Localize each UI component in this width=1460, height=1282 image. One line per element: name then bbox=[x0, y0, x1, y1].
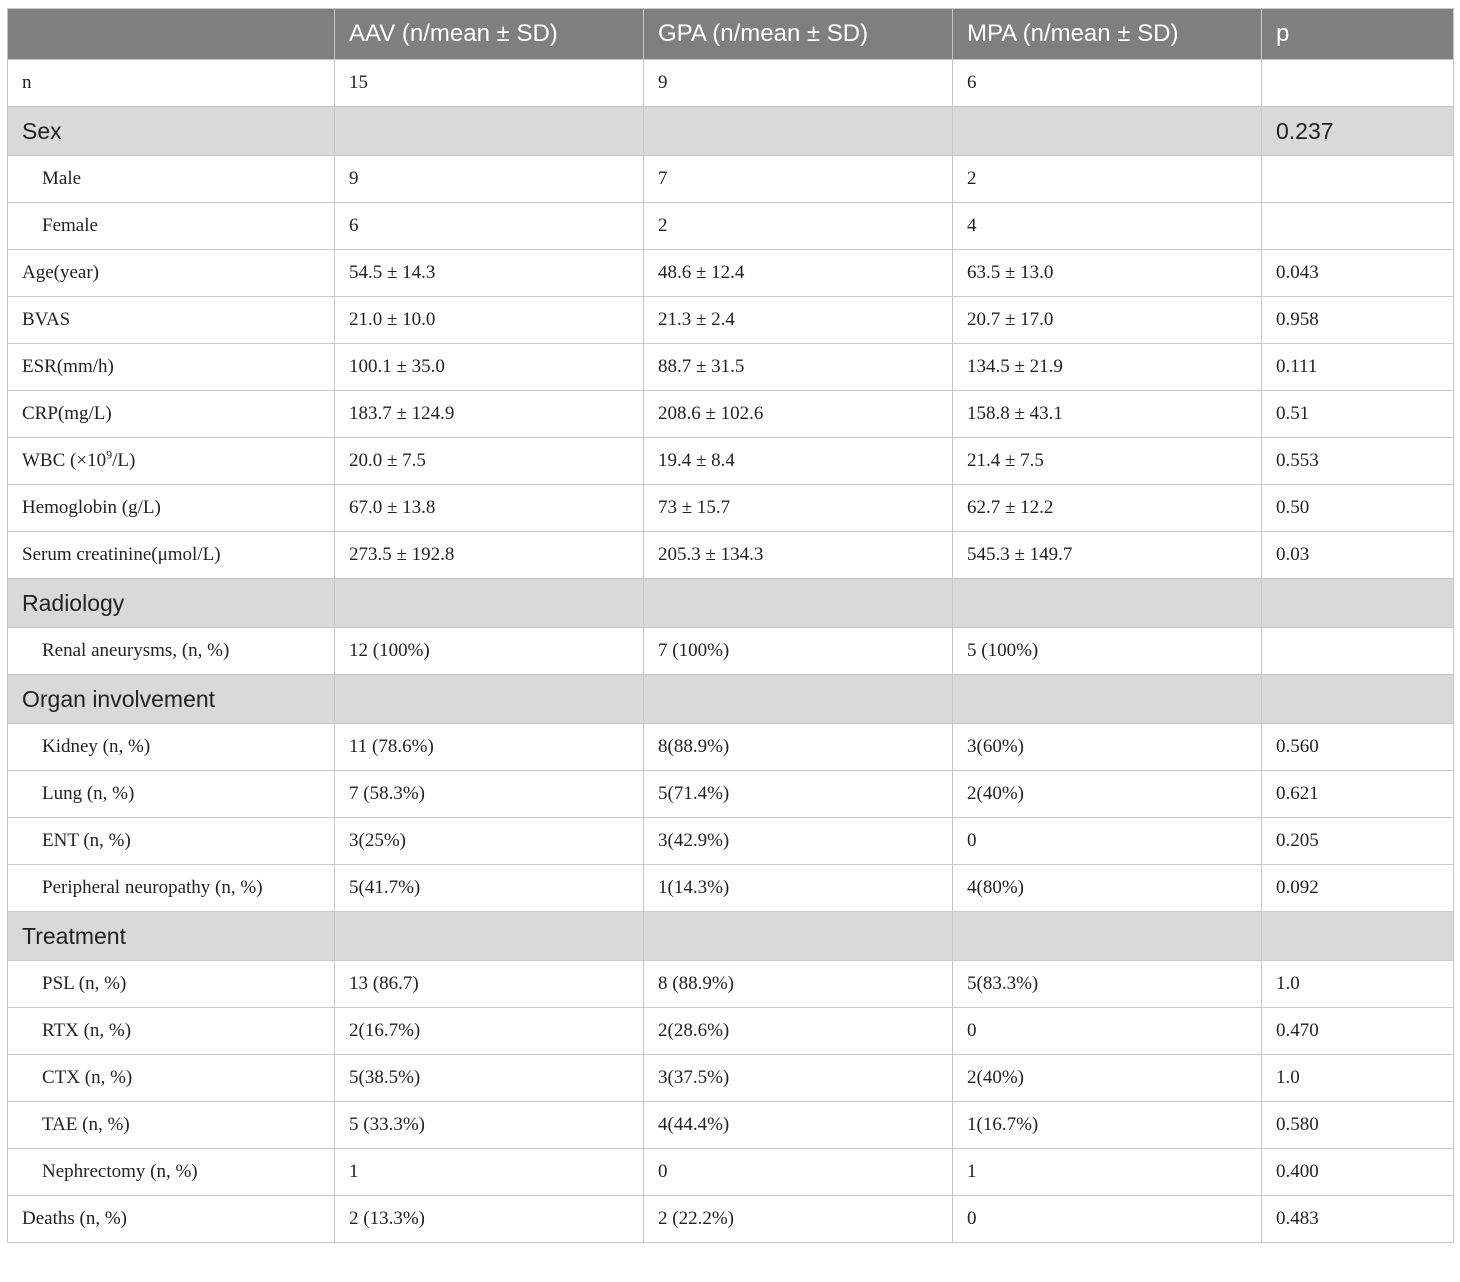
table-body bbox=[8, 60, 1454, 1243]
header-cell: p bbox=[1262, 9, 1454, 60]
table-cell: 5 (33.3%) bbox=[335, 1102, 644, 1149]
table-cell: 1 bbox=[953, 1149, 1262, 1196]
table-cell: 0 bbox=[953, 818, 1262, 865]
table-row bbox=[8, 344, 1454, 391]
table-row bbox=[8, 771, 1454, 818]
section-label: Radiology bbox=[8, 579, 335, 628]
table-cell: 62.7 ± 12.2 bbox=[953, 485, 1262, 532]
table-cell: 134.5 ± 21.9 bbox=[953, 344, 1262, 391]
table-cell bbox=[1262, 60, 1454, 107]
table-cell: 1 bbox=[335, 1149, 644, 1196]
section-row bbox=[8, 912, 1454, 961]
table-cell: 9 bbox=[644, 60, 953, 107]
table-row bbox=[8, 1196, 1454, 1243]
table-cell bbox=[953, 107, 1262, 156]
row-label: Hemoglobin (g/L) bbox=[8, 485, 335, 532]
table-cell: 5 (100%) bbox=[953, 628, 1262, 675]
table-cell: 0.958 bbox=[1262, 297, 1454, 344]
row-label: Serum creatinine(μmol/L) bbox=[8, 532, 335, 579]
table-cell: 0.043 bbox=[1262, 250, 1454, 297]
table-cell: 2(40%) bbox=[953, 771, 1262, 818]
table-cell: 3(37.5%) bbox=[644, 1055, 953, 1102]
table-row bbox=[8, 1008, 1454, 1055]
table-cell bbox=[335, 912, 644, 961]
table-cell bbox=[1262, 912, 1454, 961]
table-cell: 15 bbox=[335, 60, 644, 107]
table-cell: 5(83.3%) bbox=[953, 961, 1262, 1008]
table-row bbox=[8, 818, 1454, 865]
section-row bbox=[8, 107, 1454, 156]
table-cell: 0.621 bbox=[1262, 771, 1454, 818]
row-label: Renal aneurysms, (n, %) bbox=[8, 628, 335, 675]
table-cell: 48.6 ± 12.4 bbox=[644, 250, 953, 297]
table-cell: 5(41.7%) bbox=[335, 865, 644, 912]
table-cell: 0.205 bbox=[1262, 818, 1454, 865]
table-row bbox=[8, 724, 1454, 771]
row-label: Nephrectomy (n, %) bbox=[8, 1149, 335, 1196]
table-cell: 2(28.6%) bbox=[644, 1008, 953, 1055]
table-row bbox=[8, 532, 1454, 579]
table-cell bbox=[1262, 628, 1454, 675]
table-cell: 545.3 ± 149.7 bbox=[953, 532, 1262, 579]
table-cell: 1(14.3%) bbox=[644, 865, 953, 912]
table-cell: 67.0 ± 13.8 bbox=[335, 485, 644, 532]
table-cell bbox=[644, 675, 953, 724]
table-cell: 0.03 bbox=[1262, 532, 1454, 579]
table-row bbox=[8, 1102, 1454, 1149]
section-label: Organ involvement bbox=[8, 675, 335, 724]
data-table bbox=[7, 8, 1454, 1243]
row-label: ESR(mm/h) bbox=[8, 344, 335, 391]
row-label: Age(year) bbox=[8, 250, 335, 297]
table-row bbox=[8, 865, 1454, 912]
table-cell: 73 ± 15.7 bbox=[644, 485, 953, 532]
table-cell: 2 bbox=[953, 156, 1262, 203]
table-cell: 100.1 ± 35.0 bbox=[335, 344, 644, 391]
table-row bbox=[8, 250, 1454, 297]
section-row bbox=[8, 579, 1454, 628]
row-label: Kidney (n, %) bbox=[8, 724, 335, 771]
table-cell: 3(25%) bbox=[335, 818, 644, 865]
header-cell bbox=[8, 9, 335, 60]
table-cell bbox=[335, 675, 644, 724]
table-cell: 158.8 ± 43.1 bbox=[953, 391, 1262, 438]
section-label: Treatment bbox=[8, 912, 335, 961]
table-cell: 11 (78.6%) bbox=[335, 724, 644, 771]
table-cell: 0 bbox=[644, 1149, 953, 1196]
table-cell: 0.237 bbox=[1262, 107, 1454, 156]
wbc-exponent: 9 bbox=[106, 447, 113, 462]
row-label: Deaths (n, %) bbox=[8, 1196, 335, 1243]
row-label: n bbox=[8, 60, 335, 107]
table-cell: 0.483 bbox=[1262, 1196, 1454, 1243]
table-row bbox=[8, 961, 1454, 1008]
table-cell: 6 bbox=[953, 60, 1262, 107]
table-cell: 21.3 ± 2.4 bbox=[644, 297, 953, 344]
table-cell: 63.5 ± 13.0 bbox=[953, 250, 1262, 297]
table-cell: 3(60%) bbox=[953, 724, 1262, 771]
table-cell: 6 bbox=[335, 203, 644, 250]
row-label: Female bbox=[8, 203, 335, 250]
table-row bbox=[8, 438, 1454, 485]
table-cell bbox=[1262, 203, 1454, 250]
table-cell bbox=[644, 107, 953, 156]
table-cell: 4 bbox=[953, 203, 1262, 250]
table-cell: 88.7 ± 31.5 bbox=[644, 344, 953, 391]
row-label: Lung (n, %) bbox=[8, 771, 335, 818]
row-label: TAE (n, %) bbox=[8, 1102, 335, 1149]
table-row bbox=[8, 203, 1454, 250]
row-label: ENT (n, %) bbox=[8, 818, 335, 865]
table-cell bbox=[953, 675, 1262, 724]
table-row bbox=[8, 391, 1454, 438]
header-cell: AAV (n/mean ± SD) bbox=[335, 9, 644, 60]
table-cell: 0.51 bbox=[1262, 391, 1454, 438]
table-cell: 0 bbox=[953, 1196, 1262, 1243]
table-cell: 0.553 bbox=[1262, 438, 1454, 485]
header-row bbox=[8, 9, 1454, 60]
table-cell: 7 (100%) bbox=[644, 628, 953, 675]
table-cell bbox=[644, 579, 953, 628]
table-cell: 21.0 ± 10.0 bbox=[335, 297, 644, 344]
table-row bbox=[8, 156, 1454, 203]
row-label: Peripheral neuropathy (n, %) bbox=[8, 865, 335, 912]
table-cell: 0.111 bbox=[1262, 344, 1454, 391]
table-row bbox=[8, 1149, 1454, 1196]
wbc-unit-tail: /L) bbox=[112, 450, 136, 471]
table-cell: 8(88.9%) bbox=[644, 724, 953, 771]
table-cell: 2 bbox=[644, 203, 953, 250]
table-cell: 2 (13.3%) bbox=[335, 1196, 644, 1243]
table-cell bbox=[644, 912, 953, 961]
wbc-label-text: WBC (×10 bbox=[22, 450, 107, 471]
table-cell: 20.7 ± 17.0 bbox=[953, 297, 1262, 344]
table-cell: 0.400 bbox=[1262, 1149, 1454, 1196]
table-cell: 0.470 bbox=[1262, 1008, 1454, 1055]
table-cell: 19.4 ± 8.4 bbox=[644, 438, 953, 485]
table-cell: 0.560 bbox=[1262, 724, 1454, 771]
table-row bbox=[8, 297, 1454, 344]
table-cell: 7 (58.3%) bbox=[335, 771, 644, 818]
table-row bbox=[8, 1055, 1454, 1102]
table-cell bbox=[1262, 579, 1454, 628]
table-cell: 2 (22.2%) bbox=[644, 1196, 953, 1243]
table-cell: 2(40%) bbox=[953, 1055, 1262, 1102]
header-cell: GPA (n/mean ± SD) bbox=[644, 9, 953, 60]
table-cell: 21.4 ± 7.5 bbox=[953, 438, 1262, 485]
table-cell: 183.7 ± 124.9 bbox=[335, 391, 644, 438]
header-cell: MPA (n/mean ± SD) bbox=[953, 9, 1262, 60]
table-cell: 8 (88.9%) bbox=[644, 961, 953, 1008]
table-cell: 1.0 bbox=[1262, 1055, 1454, 1102]
table-cell: 3(42.9%) bbox=[644, 818, 953, 865]
table-row bbox=[8, 60, 1454, 107]
row-label: RTX (n, %) bbox=[8, 1008, 335, 1055]
table-cell: 4(80%) bbox=[953, 865, 1262, 912]
table-cell bbox=[335, 579, 644, 628]
row-label: BVAS bbox=[8, 297, 335, 344]
table-cell: 2(16.7%) bbox=[335, 1008, 644, 1055]
table-cell bbox=[335, 107, 644, 156]
table-cell: 0.092 bbox=[1262, 865, 1454, 912]
row-label: CRP(mg/L) bbox=[8, 391, 335, 438]
row-label bbox=[8, 438, 335, 485]
table-cell: 1.0 bbox=[1262, 961, 1454, 1008]
table-cell: 1(16.7%) bbox=[953, 1102, 1262, 1149]
table-cell: 0 bbox=[953, 1008, 1262, 1055]
row-label: CTX (n, %) bbox=[8, 1055, 335, 1102]
table-cell bbox=[1262, 156, 1454, 203]
section-row bbox=[8, 675, 1454, 724]
table-row bbox=[8, 628, 1454, 675]
row-label: PSL (n, %) bbox=[8, 961, 335, 1008]
table-cell: 54.5 ± 14.3 bbox=[335, 250, 644, 297]
table-cell: 20.0 ± 7.5 bbox=[335, 438, 644, 485]
table-cell: 273.5 ± 192.8 bbox=[335, 532, 644, 579]
table-cell: 7 bbox=[644, 156, 953, 203]
table-cell bbox=[953, 579, 1262, 628]
row-label: Male bbox=[8, 156, 335, 203]
table-cell: 5(38.5%) bbox=[335, 1055, 644, 1102]
table-cell: 205.3 ± 134.3 bbox=[644, 532, 953, 579]
table-cell: 208.6 ± 102.6 bbox=[644, 391, 953, 438]
table-cell: 13 (86.7) bbox=[335, 961, 644, 1008]
table-cell: 4(44.4%) bbox=[644, 1102, 953, 1149]
table-cell: 9 bbox=[335, 156, 644, 203]
table-cell bbox=[1262, 675, 1454, 724]
section-label: Sex bbox=[8, 107, 335, 156]
table-cell bbox=[953, 912, 1262, 961]
table-cell: 0.580 bbox=[1262, 1102, 1454, 1149]
table-cell: 0.50 bbox=[1262, 485, 1454, 532]
table-row bbox=[8, 485, 1454, 532]
table-cell: 12 (100%) bbox=[335, 628, 644, 675]
table-cell: 5(71.4%) bbox=[644, 771, 953, 818]
